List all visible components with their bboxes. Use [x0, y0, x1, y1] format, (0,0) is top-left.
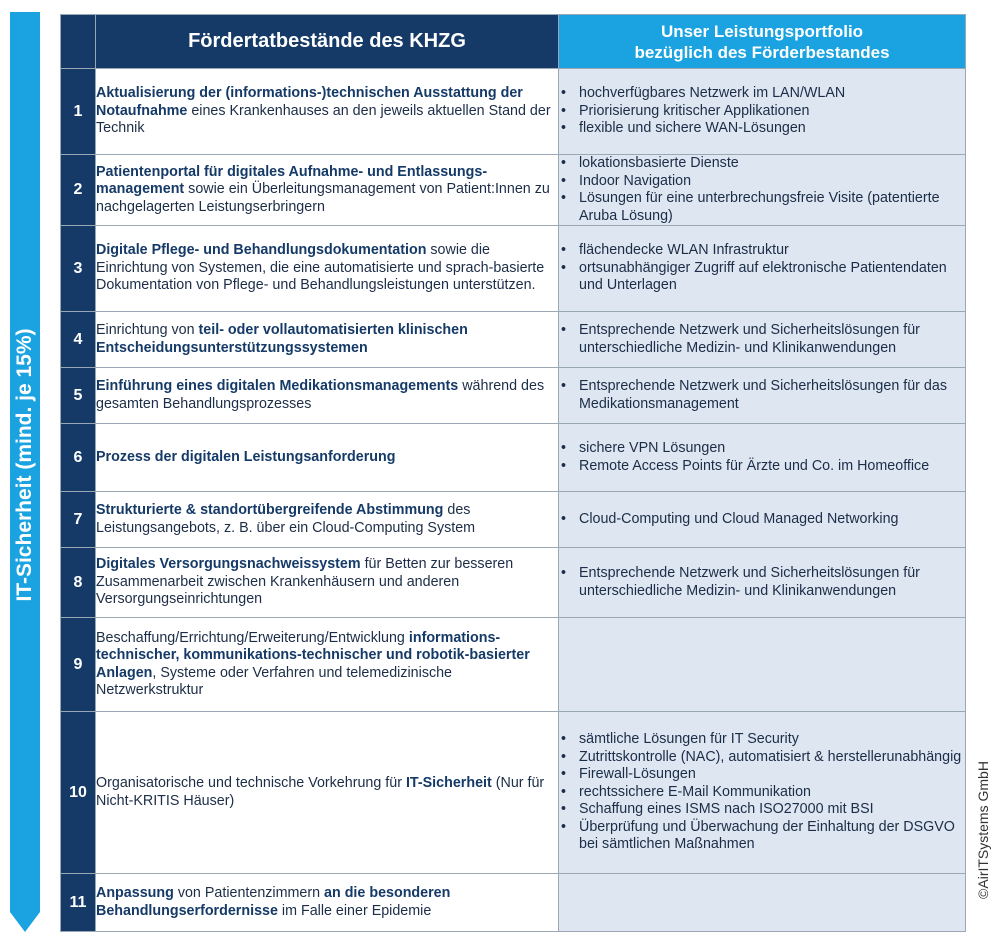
portfolio-list [559, 440, 965, 475]
portfolio-item: • Cloud-Computing und Cloud Managed Networking [579, 511, 965, 529]
portfolio-item: • rechtssichere E-Mail Kommunikation [579, 784, 965, 802]
header-number-cell [61, 15, 96, 69]
row-portfolio [559, 312, 966, 368]
portfolio-item: • flexible und sichere WAN-Lösungen [579, 120, 965, 138]
sidebar-label: IT-Sicherheit (mind. je 15%) [13, 328, 36, 602]
row-number: 6 [61, 424, 96, 492]
portfolio-list [559, 565, 965, 600]
description-bold-text: Digitales Versorgungsnachweissystem [96, 556, 361, 573]
portfolio-item: • Indoor Navigation [579, 173, 965, 191]
header-right-line2: bezüglich des Förderbestandes [634, 42, 890, 62]
description-text: sowie ein Überleitungsmanagement von Patient:Innen zu nachgelagerten Leistungserbringern [96, 181, 550, 215]
table-row [61, 226, 966, 312]
table-row [61, 424, 966, 492]
row-description [96, 226, 559, 312]
portfolio-item: • Schaffung eines ISMS nach ISO27000 mit BSI [579, 801, 965, 819]
description-text: von Patientenzimmern [173, 885, 325, 901]
portfolio-list [559, 322, 965, 357]
description-bold-text: informations-technischer, kommunikations-technischer und robotik-basierter Anlagen [96, 629, 530, 681]
portfolio-item: • Remote Access Points für Ärzte und Co. im Homeoffice [579, 458, 965, 476]
portfolio-list [559, 378, 965, 413]
row-description [96, 618, 559, 712]
row-number: 8 [61, 548, 96, 618]
row-description [96, 424, 559, 492]
row-number: 10 [61, 712, 96, 874]
description-bold-text: Strukturierte & standortübergreifende Abstimmung [96, 502, 444, 518]
table-row [61, 712, 966, 874]
row-portfolio [559, 424, 966, 492]
row-portfolio [559, 155, 966, 226]
row-portfolio [559, 618, 966, 712]
table-row [61, 312, 966, 368]
portfolio-item: • sichere VPN Lösungen [579, 440, 965, 458]
description-bold-text: Aktualisierung der (informations-)technischen Ausstattung der Notaufnahme [96, 85, 523, 119]
sidebar-arrow-icon [10, 912, 40, 932]
row-number: 7 [61, 492, 96, 548]
row-number: 4 [61, 312, 96, 368]
header-right-line1: Unser Leistungsportfolio [660, 21, 864, 41]
description-bold-text: IT-Sicherheit [405, 775, 492, 791]
portfolio-item: • Firewall-Lösungen [579, 766, 965, 784]
table-body [61, 69, 966, 932]
description-text: Einrichtung von [96, 322, 199, 338]
description-text: im Falle einer Epidemie [277, 902, 432, 919]
portfolio-list [559, 155, 965, 225]
portfolio-item: • Entsprechende Netzwerk und Sicherheitslösungen für das Medikationsmanagement [579, 378, 965, 413]
table-row [61, 492, 966, 548]
portfolio-list [559, 731, 965, 854]
row-portfolio [559, 712, 966, 874]
portfolio-item: • Entsprechende Netzwerk und Sicherheitslösungen für unterschiedliche Medizin- und Klinikanwendungen [579, 322, 965, 357]
row-portfolio [559, 69, 966, 155]
description-text: des Leistungsangebots, z. B. über ein Cloud-Computing System [96, 502, 476, 536]
row-portfolio [559, 492, 966, 548]
table-row [61, 155, 966, 226]
copyright-notice: ©AirITSystems GmbH [975, 761, 991, 899]
portfolio-item: • flächendecke WLAN Infrastruktur [579, 242, 965, 260]
header-row [61, 15, 966, 69]
row-portfolio [559, 226, 966, 312]
portfolio-item: • lokationsbasierte Dienste [579, 155, 965, 173]
row-description [96, 155, 559, 226]
description-text: Organisatorische und technische Vorkehrung für [96, 775, 406, 791]
portfolio-item: • Priorisierung kritischer Applikationen [579, 103, 965, 121]
row-portfolio [559, 874, 966, 932]
portfolio-list [559, 85, 965, 138]
description-text: (Nur für Nicht-KRITIS Häuser) [96, 775, 545, 809]
table-row [61, 69, 966, 155]
description-text: während des gesamten Behandlungsprozesses [96, 378, 545, 412]
row-portfolio [559, 548, 966, 618]
description-bold-text: teil- oder vollautomatisierten klinischen Entscheidungsunterstützungssystemen [96, 322, 468, 356]
description-text: eines Krankenhauses an den jeweils aktuellen Stand der Technik [96, 102, 551, 137]
portfolio-list [559, 242, 965, 295]
description-bold-text: Patientenportal für digitales Aufnahme- und Entlassungs-management [96, 163, 488, 198]
row-number: 2 [61, 155, 96, 226]
portfolio-item: • Entsprechende Netzwerk und Sicherheitslösungen für unterschiedliche Medizin- und Klinikanwendungen [579, 565, 965, 600]
table-row [61, 874, 966, 932]
description-bold-text: Digitale Pflege- und Behandlungsdokumentation [96, 242, 427, 259]
row-number: 9 [61, 618, 96, 712]
row-description [96, 312, 559, 368]
description-text: sowie die Einrichtung von Systemen, die eine automatisierte und sprach-basierte Dokumentation von Pflege- und Behandlungsleistungen unterstützen. [96, 242, 545, 294]
row-description [96, 874, 559, 932]
description-text: für Betten zur besseren Zusammenarbeit zwischen Krankenhäusern und anderen Versorgungseinrichtungen [96, 556, 514, 608]
row-portfolio [559, 368, 966, 424]
header-left-title: Fördertatbestände des KHZG [96, 15, 559, 69]
header-right-title [559, 15, 966, 69]
table-row [61, 618, 966, 712]
portfolio-item: • Lösungen für eine unterbrechungsfreie Visite (patentierte Aruba Lösung) [579, 190, 965, 225]
portfolio-item: • Überprüfung und Überwachung der Einhaltung der DSGVO bei sämtlichen Maßnahmen [579, 819, 965, 854]
table-row [61, 368, 966, 424]
row-description [96, 712, 559, 874]
row-description [96, 548, 559, 618]
portfolio-item: • sämtliche Lösungen für IT Security [579, 731, 965, 749]
portfolio-item: • ortsunabhängiger Zugriff auf elektronische Patientendaten und Unterlagen [579, 260, 965, 295]
row-number: 11 [61, 874, 96, 932]
row-number: 1 [61, 69, 96, 155]
row-description [96, 69, 559, 155]
description-bold-text: Anpassung [96, 885, 174, 901]
row-description [96, 368, 559, 424]
khzg-table [60, 14, 966, 932]
portfolio-list [559, 511, 965, 529]
description-text: , Systeme oder Verfahren und telemedizinische Netzwerkstruktur [96, 664, 453, 698]
portfolio-item: • Zutrittskontrolle (NAC), automatisiert & herstellerunabhängig [579, 749, 965, 767]
portfolio-item: • hochverfügbares Netzwerk im LAN/WLAN [579, 85, 965, 103]
description-text: Beschaffung/Errichtung/Erweiterung/Entwicklung [96, 629, 409, 646]
description-bold-text: Einführung eines digitalen Medikationsmanagements [96, 378, 459, 394]
row-number: 5 [61, 368, 96, 424]
description-bold-text: an die besonderen Behandlungserfordernisse [96, 885, 451, 919]
row-number: 3 [61, 226, 96, 312]
row-description [96, 492, 559, 548]
description-bold-text: Prozess der digitalen Leistungsanforderung [96, 448, 396, 465]
table-row [61, 548, 966, 618]
